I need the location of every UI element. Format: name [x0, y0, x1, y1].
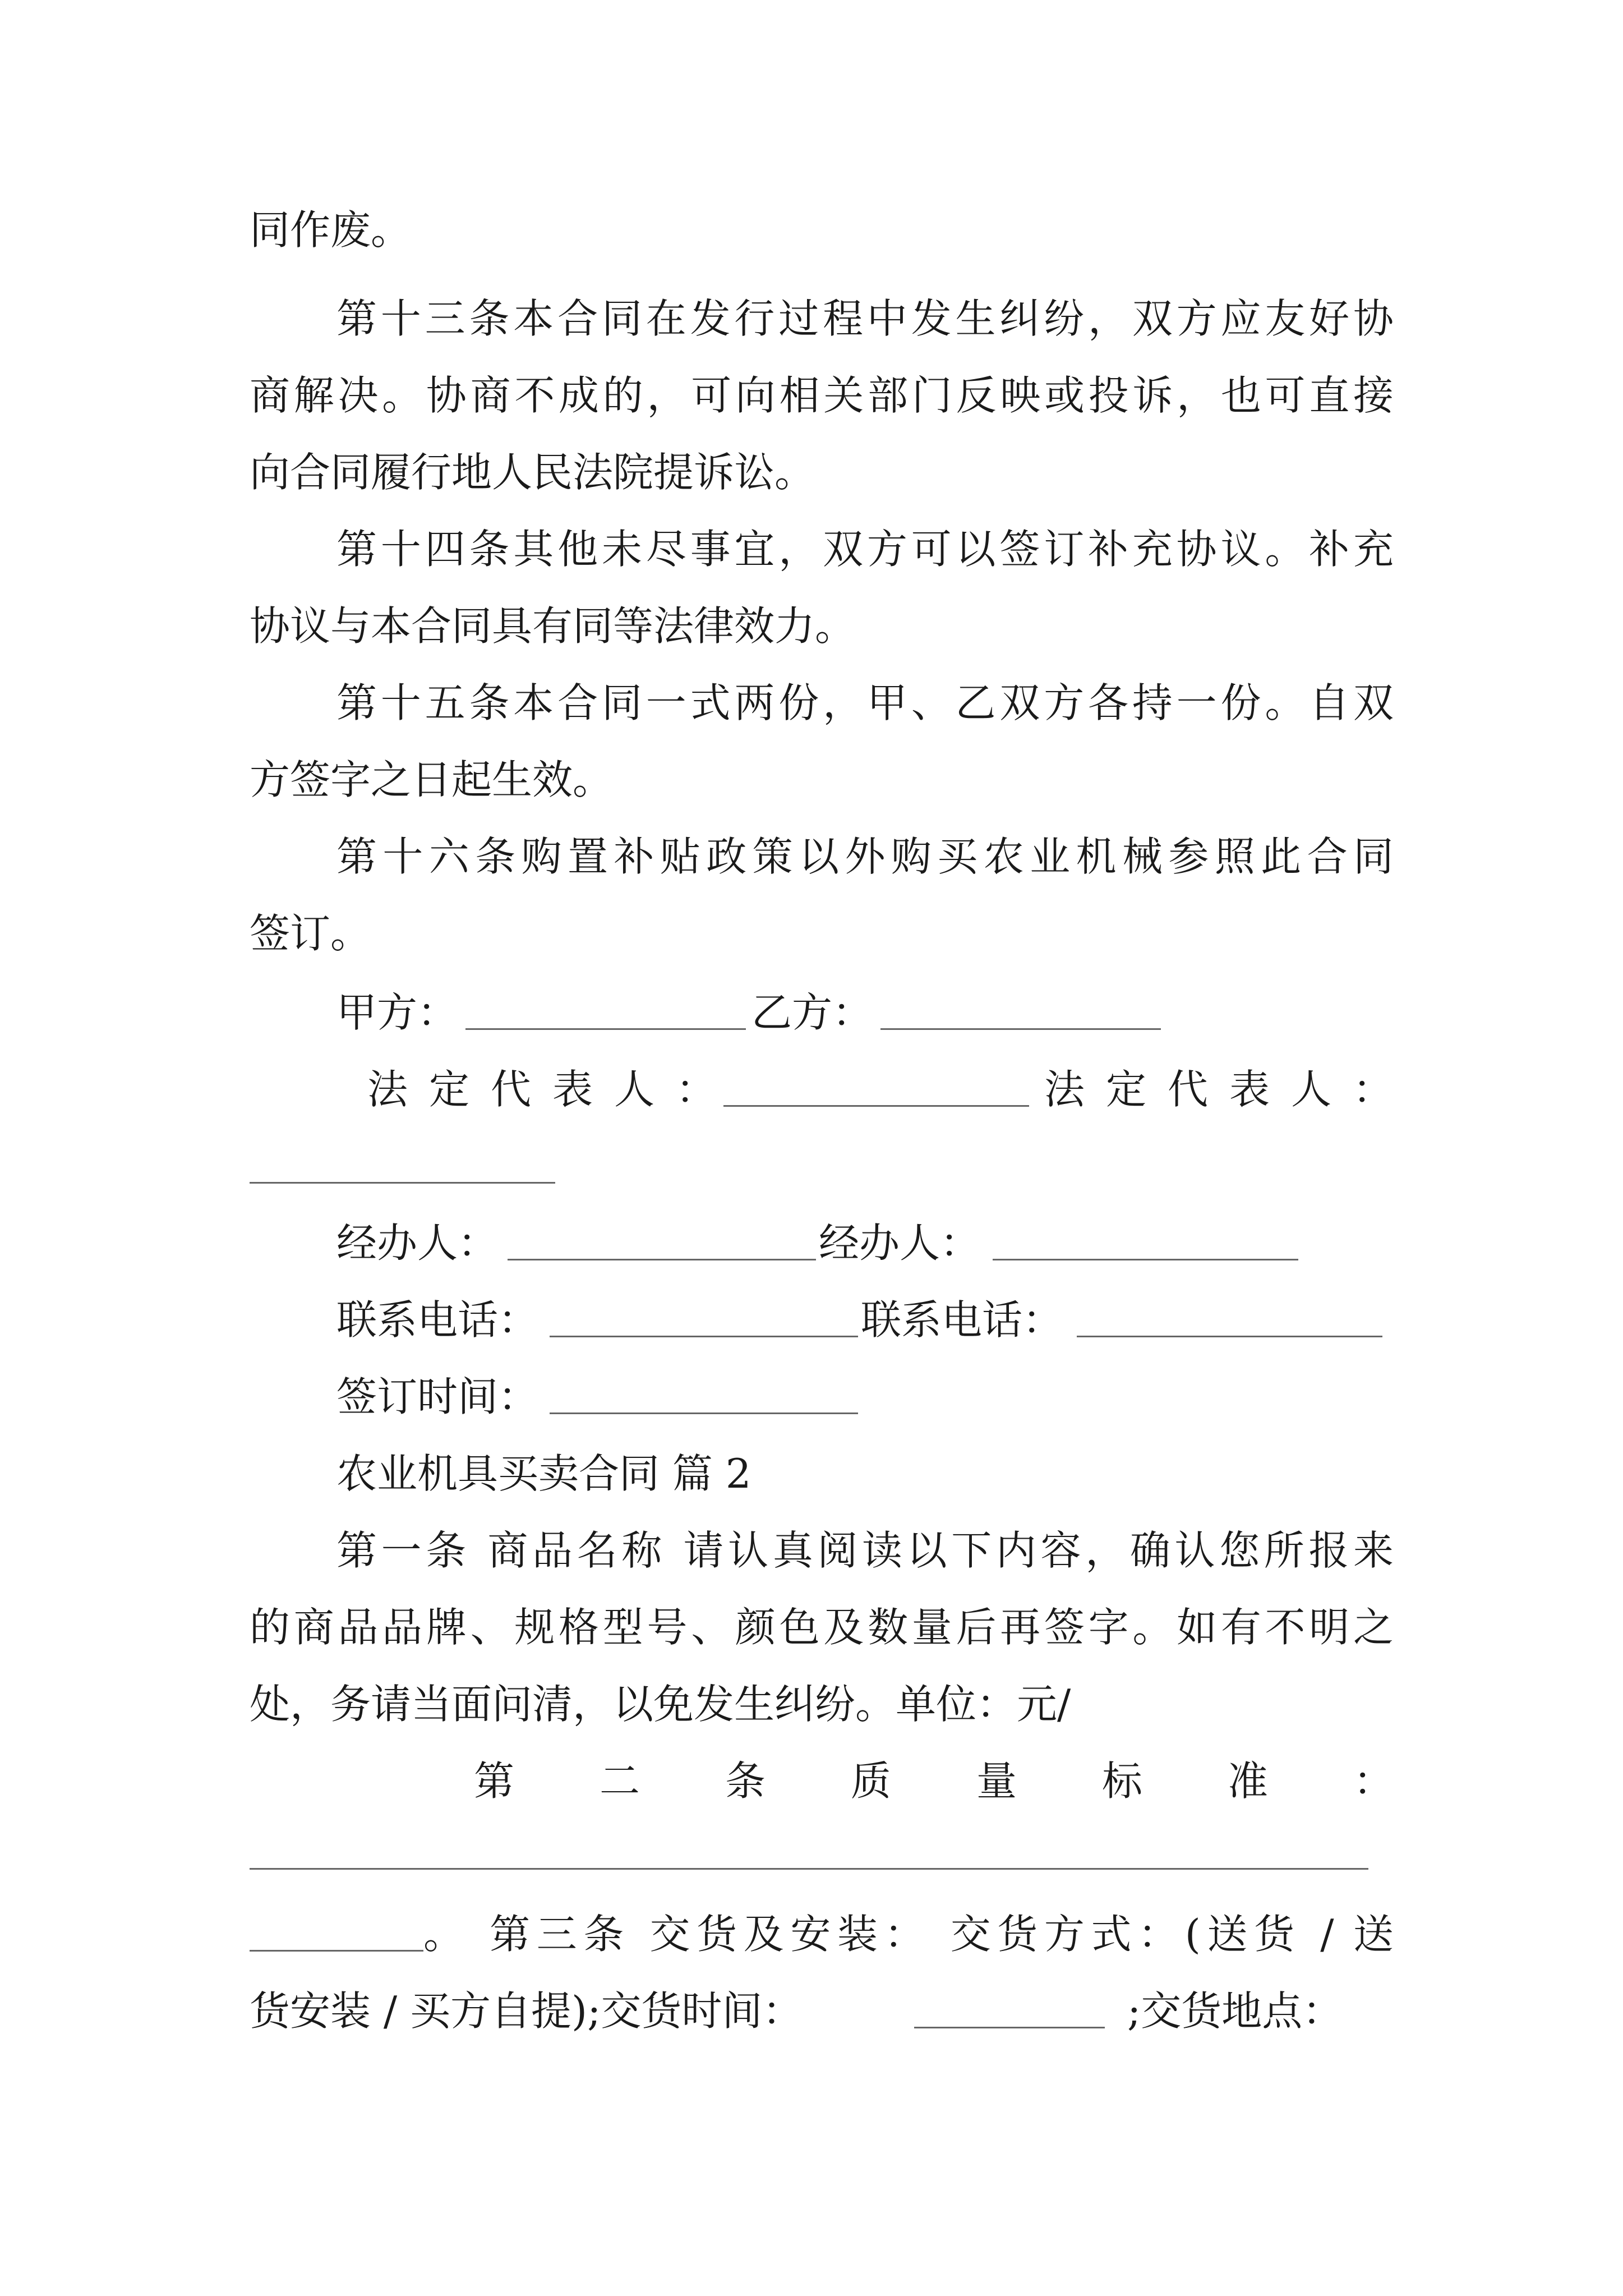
- article-1-line-2: 的商品品牌、规格型号、颜色及数量后再签字。如有不明之: [250, 1604, 1394, 1651]
- phone-a-label: 联系电话：: [336, 1296, 539, 1343]
- article-14-line-1: 第十四条其他未尽事宜，双方可以签订补充协议。补充: [336, 526, 1394, 573]
- article-3-leading-blank: [250, 1950, 423, 1952]
- article-16-line-1: 第十六条购置补贴政策以外购买农业机械参照此合同: [336, 833, 1394, 880]
- party-b-blank: [880, 1028, 1161, 1030]
- article-3-line-2-end: ;交货地点：: [1127, 1987, 1343, 2035]
- article-3-line-1: 。 第三条 交货及安装： 交货方式：(送货 / 送: [423, 1911, 1394, 1958]
- phone-b-label: 联系电话：: [861, 1296, 1063, 1343]
- party-b-label: 乙方：: [751, 989, 873, 1036]
- handler-b-label: 经办人：: [819, 1220, 981, 1267]
- article-3-line-2-start: 货安装 / 买方自提);交货时间：: [250, 1987, 803, 2035]
- article-15-line-1: 第十五条本合同一式两份，甲、乙双方各持一份。自双: [336, 679, 1394, 726]
- article-2-blank: [250, 1868, 1368, 1870]
- article-1-line-3: 处，务请当面问清，以免发生纠纷。单位：元/: [250, 1681, 1071, 1728]
- article-1-line-1: 第一条 商品名称 请认真阅读以下内容，确认您所报来: [336, 1527, 1394, 1574]
- legal-rep-a-blank: [723, 1105, 1029, 1107]
- article-16-line-2: 签订。: [250, 910, 371, 957]
- handler-a-label: 经办人：: [336, 1220, 499, 1267]
- handler-a-blank: [508, 1259, 816, 1260]
- article-2-label: 第二条质量标准：: [474, 1757, 1394, 1805]
- party-a-blank: [465, 1028, 746, 1030]
- sign-time-label: 签订时间：: [336, 1373, 539, 1420]
- legal-rep-b-blank: [250, 1182, 555, 1184]
- article-14-line-2: 协议与本合同具有同等法律效力。: [250, 602, 856, 650]
- article-13-line-3: 向合同履行地人民法院提诉讼。: [250, 449, 815, 496]
- party-a-label: 甲方：: [336, 989, 458, 1036]
- phone-a-blank: [550, 1336, 858, 1337]
- article-15-line-2: 方签字之日起生效。: [250, 756, 614, 803]
- handler-b-blank: [993, 1259, 1298, 1260]
- text-line: 同作废。: [250, 206, 412, 254]
- sign-time-blank: [550, 1412, 858, 1414]
- article-13-line-2: 商解决。协商不成的，可向相关部门反映或投诉，也可直接: [250, 372, 1394, 419]
- article-13-line-1: 第十三条本合同在发行过程中发生纠纷，双方应友好协: [336, 295, 1394, 342]
- section-heading: 农业机具买卖合同 篇 2: [336, 1450, 751, 1497]
- legal-rep-a-label: 法定代表人：: [367, 1066, 738, 1113]
- legal-rep-b-label: 法定代表人：: [1044, 1066, 1415, 1113]
- delivery-time-blank: [914, 2027, 1105, 2028]
- phone-b-blank: [1077, 1336, 1382, 1337]
